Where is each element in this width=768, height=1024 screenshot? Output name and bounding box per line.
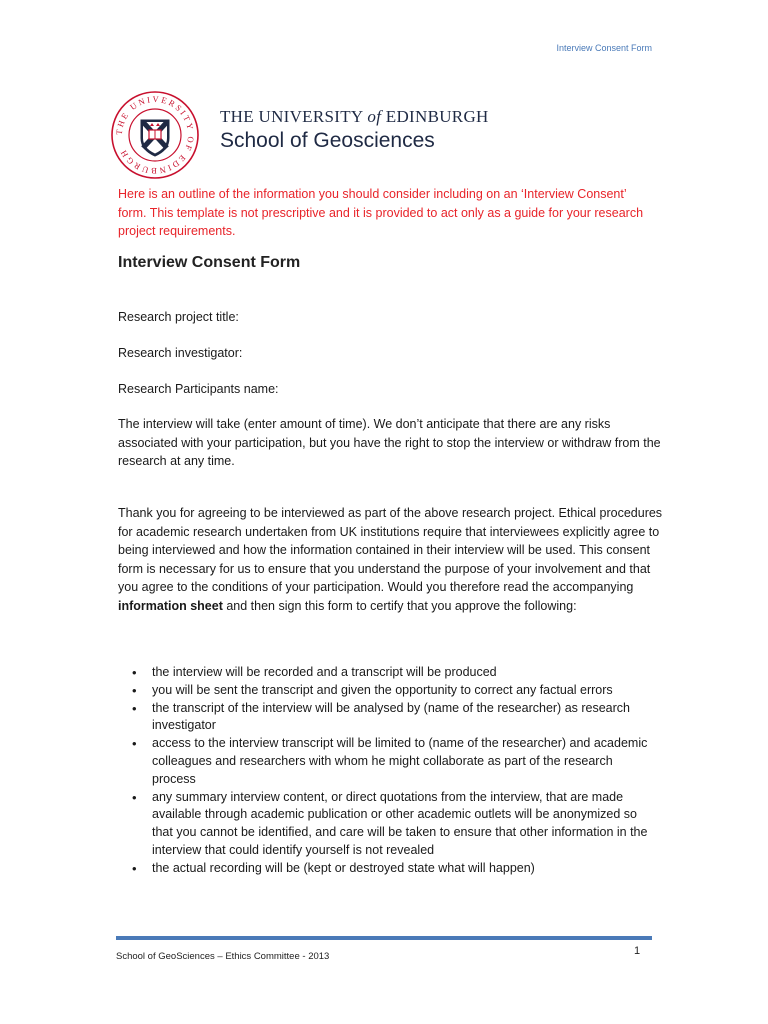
template-intro-note: Here is an outline of the information you should consider including on an ‘Interview Consent’ form. This template is not prescriptive and it is provided to act only as a guide for your research project requirements. — [118, 187, 644, 238]
participant-name-label: Research Participants name: — [118, 382, 279, 396]
university-logo — [110, 90, 510, 180]
consent-purpose-paragraph: Thank you for agreeing to be interviewed as part of the above research project. Ethical procedures for academic research undertaken from UK institutions require that interviewees explicitly agree to being interviewed and how the information contained in their interview will be used. This consent form is necessary for us to ensure that you understand the purpose of your involvement and that you agree to the conditions of your participation. Would you therefore read the accompanying information sheet and then sign this form to certify that you approve the following: — [118, 506, 663, 613]
project-title-label: Research project title: — [118, 310, 239, 324]
university-name: THE UNIVERSITY of EDINBURGH — [220, 107, 489, 126]
consent-conditions-list — [132, 664, 652, 878]
form-title: Interview Consent Form — [118, 254, 301, 271]
list-item: • the actual recording will be (kept or destroyed state what will happen) — [132, 860, 652, 878]
list-item: • any summary interview content, or direct quotations from the interview, that are made available through academic publication or other academic outlets will be anonymized so that you cannot be identified, and care will be taken to ensure that other information in the interview that could identify yourself is not revealed — [132, 789, 652, 860]
list-item: • you will be sent the transcript and given the opportunity to correct any factual errors — [132, 682, 652, 700]
footer-text: School of GeoSciences – Ethics Committee - 2013 — [116, 951, 330, 962]
page-number: 1 — [634, 945, 641, 957]
information-sheet-term: information sheet — [118, 598, 223, 613]
running-header: Interview Consent Form — [556, 43, 652, 53]
footer-rule — [116, 936, 652, 940]
interview-duration-paragraph: The interview will take (enter amount of time). We don’t anticipate that there are any risks associated with your participation, but you have the right to stop the interview or withdraw from the research at any time. — [118, 417, 661, 468]
list-item: • the transcript of the interview will be analysed by (name of the researcher) as research investigator — [132, 700, 652, 736]
list-item: • access to the interview transcript will be limited to (name of the researcher) and academic colleagues and researchers with whom he might collaborate as part of the research process — [132, 735, 652, 788]
investigator-label: Research investigator: — [118, 346, 243, 360]
list-item: • the interview will be recorded and a transcript will be produced — [132, 664, 652, 682]
university-crest-icon — [110, 90, 200, 180]
crest-ring-text: THE UNIVERSITY OF EDINBURGH — [113, 93, 197, 177]
school-name: School of Geosciences — [220, 129, 435, 152]
